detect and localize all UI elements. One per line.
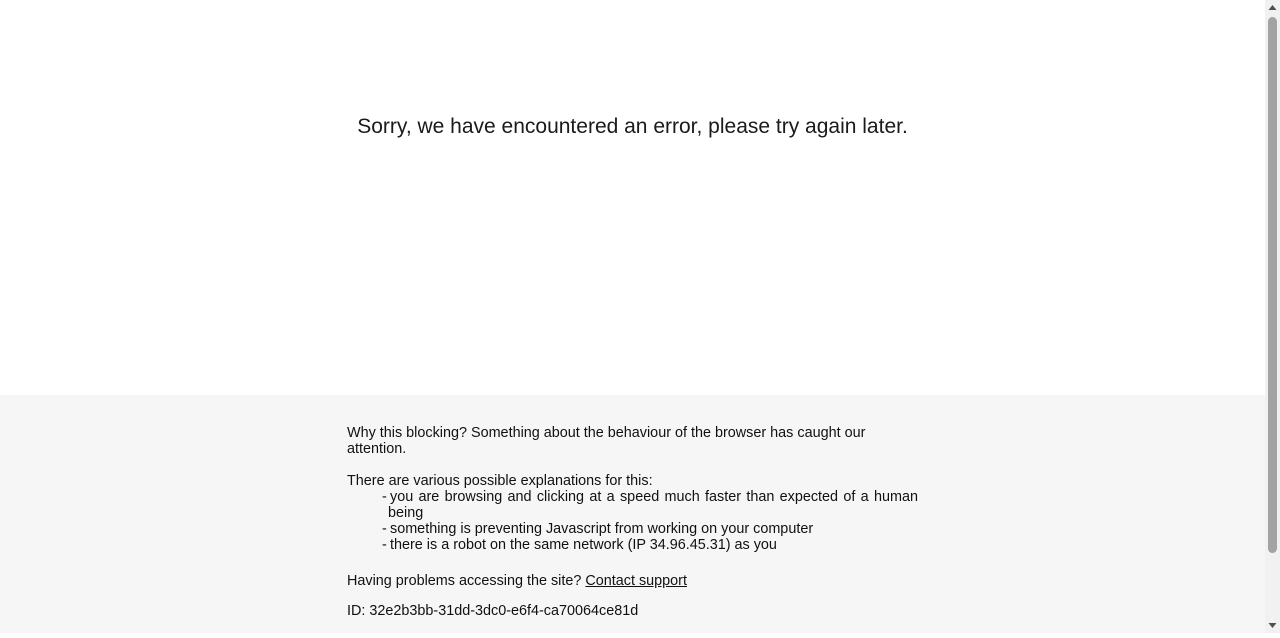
triangle-down-icon[interactable] xyxy=(1265,618,1280,633)
request-id: ID: 32e2b3bb-31dd-3dc0-e6f4-ca70064ce81d xyxy=(347,603,639,619)
explanation-item-speed: - you are browsing and clicking at a speed much faster than expected of a human being xyxy=(382,489,918,521)
triangle-up-icon[interactable] xyxy=(1265,0,1280,15)
scrollbar-thumb[interactable] xyxy=(1268,17,1277,553)
explanation-text: you are browsing and clicking at a speed much faster than expected of a human being xyxy=(388,489,918,521)
why-blocking-text: Why this blocking? Something about the behaviour of the browser has caught our attention. xyxy=(347,425,866,457)
explanations-list xyxy=(347,489,918,553)
explanation-item-javascript: - something is preventing Javascript from working on your computer xyxy=(382,521,814,537)
explanation-item-robot: - there is a robot on the same network (IP 34.96.45.31) as you xyxy=(382,537,777,553)
problems-prefix: Having problems accessing the site? xyxy=(347,573,582,589)
explanations-intro: There are various possible explanations for this: xyxy=(347,473,653,489)
blocking-info-panel xyxy=(0,395,1265,633)
explanation-text: there is a robot on the same network (IP 34.96.45.31) as you xyxy=(390,537,777,553)
blocking-info-content xyxy=(347,425,918,619)
contact-support-link[interactable]: Contact support xyxy=(585,573,687,589)
error-title: Sorry, we have encountered an error, please try again later. xyxy=(357,115,908,138)
problems-line xyxy=(347,573,918,589)
vertical-scrollbar[interactable] xyxy=(1265,0,1280,633)
explanation-text: something is preventing Javascript from working on your computer xyxy=(390,521,814,537)
